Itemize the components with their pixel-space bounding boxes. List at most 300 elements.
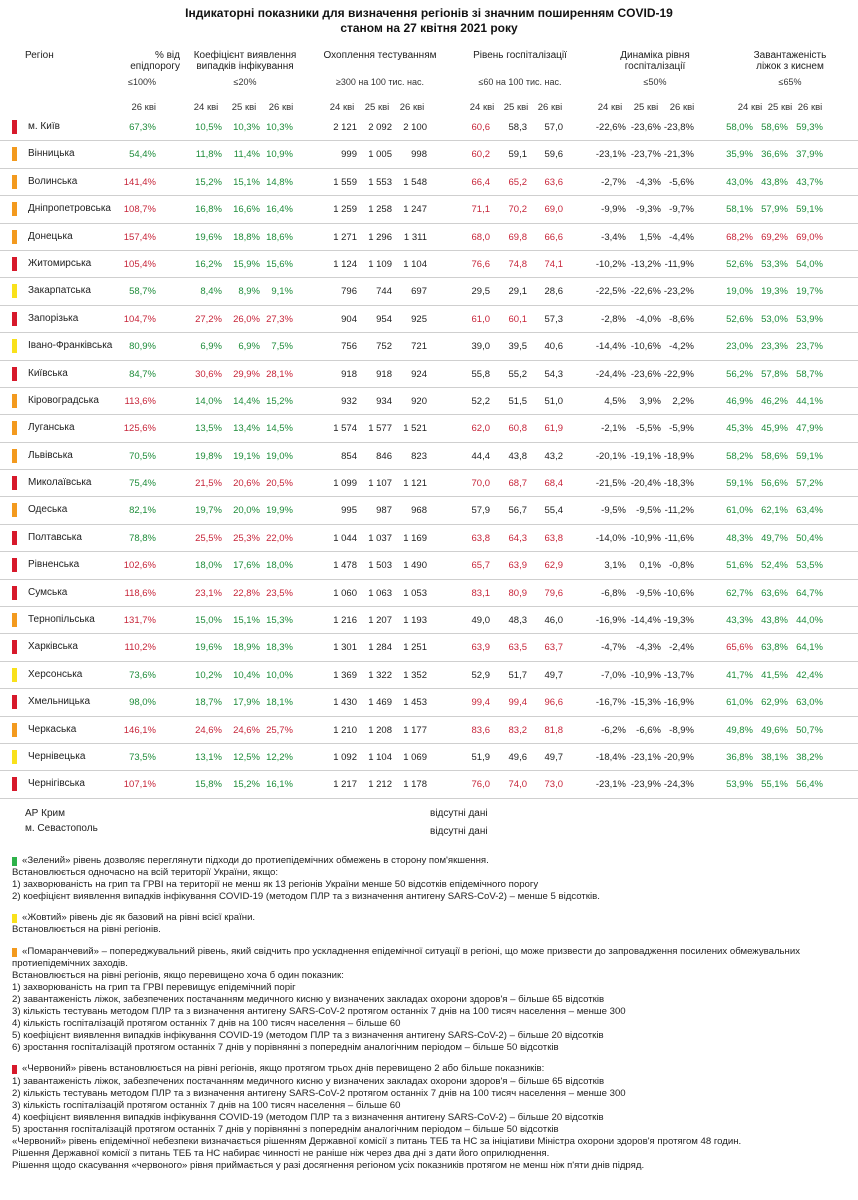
epi-value: 80,9% <box>129 341 156 353</box>
dynamics-value: -23,9% <box>630 779 661 791</box>
hospitalization-value: 65,2 <box>508 176 527 188</box>
region-name: Полтавська <box>28 531 82 543</box>
dynamics-value: -6,8% <box>601 587 626 599</box>
dynamics-value: -19,1% <box>630 450 661 462</box>
testing-value: 2 100 <box>403 122 427 133</box>
testing-value: 1 559 <box>333 176 357 188</box>
hospitalization-value: 65,7 <box>471 560 490 572</box>
testing-value: 846 <box>376 450 392 462</box>
detection-value: 13,5% <box>195 423 222 435</box>
detection-value: 23,1% <box>195 587 222 599</box>
beds-value: 48,3% <box>726 532 753 544</box>
region-name: Рівненська <box>28 559 80 571</box>
table-row <box>0 689 858 716</box>
beds-value: 62,9% <box>761 697 788 709</box>
testing-value: 1 311 <box>403 231 427 243</box>
header-testing: Охоплення тестуванням <box>323 50 437 61</box>
detection-value: 17,6% <box>233 560 260 572</box>
beds-value: 43,8% <box>761 615 788 627</box>
dynamics-value: -8,9% <box>669 724 694 736</box>
beds-value: 57,8% <box>761 368 788 380</box>
beds-value: 64,7% <box>796 587 823 599</box>
beds-value: 58,2% <box>726 450 753 462</box>
table-row <box>0 552 858 579</box>
header-detection: Коефіцієнт виявлення випадків інфікування <box>193 50 297 72</box>
hospitalization-value: 74,0 <box>508 779 527 791</box>
detection-value: 20,5% <box>266 478 293 490</box>
detection-value: 15,8% <box>195 779 222 791</box>
beds-value: 37,9% <box>796 149 823 161</box>
level-flag-red <box>12 558 17 572</box>
testing-value: 1 478 <box>333 560 357 572</box>
epi-value: 146,1% <box>123 724 156 736</box>
level-flag-red <box>12 312 17 326</box>
note-line: «Помаранчевий» – попереджувальний рівень, який свідчить про ускладнення епідемічної ситуації в регіоні, що може призвести до запровадження посилених обмежувальних <box>12 946 852 958</box>
date-detection-26: 26 кві <box>268 102 294 113</box>
beds-value: 57,9% <box>761 204 788 216</box>
note-marker-red <box>12 1065 17 1074</box>
testing-value: 1 271 <box>333 231 357 243</box>
note-line: протиепідемічних заходів. <box>12 957 128 969</box>
dynamics-value: -2,7% <box>601 176 626 188</box>
testing-value: 756 <box>341 341 357 353</box>
detection-value: 14,4% <box>233 395 260 407</box>
note-yellow <box>12 912 852 936</box>
hospitalization-value: 74,1 <box>544 258 563 270</box>
dynamics-value: -3,4% <box>601 231 626 243</box>
beds-value: 53,9% <box>796 313 823 325</box>
hospitalization-value: 60,8 <box>508 423 527 435</box>
dynamics-value: -20,4% <box>630 478 661 490</box>
detection-value: 20,0% <box>233 505 260 517</box>
detection-value: 7,5% <box>271 341 293 353</box>
testing-value: 1 177 <box>403 724 427 736</box>
detection-value: 8,9% <box>238 286 260 298</box>
beds-value: 65,6% <box>726 642 753 654</box>
threshold-dynamics: ≤50% <box>643 77 667 87</box>
note-green <box>12 855 852 903</box>
hospitalization-value: 63,9 <box>508 560 527 572</box>
beds-value: 50,7% <box>796 724 823 736</box>
testing-value: 2 121 <box>333 122 357 133</box>
testing-value: 744 <box>376 286 392 298</box>
dynamics-value: -14,4% <box>630 615 661 627</box>
hospitalization-value: 63,8 <box>471 532 490 544</box>
beds-value: 63,8% <box>761 642 788 654</box>
detection-value: 10,9% <box>266 149 293 161</box>
table-row <box>0 196 858 223</box>
dynamics-value: -0,8% <box>669 560 694 572</box>
dynamics-value: -13,7% <box>663 669 694 681</box>
table-row <box>0 141 858 168</box>
hospitalization-value: 71,1 <box>471 204 490 216</box>
region-name: Чернівецька <box>28 750 86 762</box>
testing-value: 1 178 <box>403 779 427 791</box>
legend-notes <box>12 855 852 1181</box>
level-flag-yellow <box>12 750 17 764</box>
detection-value: 24,6% <box>195 724 222 736</box>
hospitalization-value: 66,4 <box>471 176 490 188</box>
date-hosp-25: 25 кві <box>503 102 529 113</box>
note-line: Встановлюється на рівні регіонів. <box>12 924 161 936</box>
hospitalization-value: 58,3 <box>508 122 527 133</box>
detection-value: 16,8% <box>195 204 222 216</box>
detection-value: 11,8% <box>195 149 222 161</box>
testing-value: 1 005 <box>368 149 392 161</box>
epi-value: 70,5% <box>129 450 156 462</box>
epi-value: 118,6% <box>124 587 156 599</box>
epi-value: 104,7% <box>123 313 156 325</box>
hospitalization-value: 51,0 <box>544 395 563 407</box>
date-hosp-24: 24 кві <box>469 102 495 113</box>
hospitalization-value: 81,8 <box>544 724 563 736</box>
dynamics-value: -21,3% <box>663 149 694 161</box>
detection-value: 23,5% <box>266 587 293 599</box>
region-name: Дніпропетровська <box>28 203 111 215</box>
beds-value: 59,1% <box>726 478 753 490</box>
threshold-testing: ≥300 на 100 тис. нас. <box>335 77 425 87</box>
dynamics-value: -22,6% <box>630 286 661 298</box>
note-marker-orange <box>12 948 17 957</box>
hospitalization-value: 51,9 <box>471 751 490 763</box>
hospitalization-value: 63,9 <box>471 642 490 654</box>
dynamics-value: -5,5% <box>636 423 661 435</box>
detection-value: 10,0% <box>266 669 293 681</box>
beds-value: 50,4% <box>796 532 823 544</box>
dynamics-value: -9,5% <box>636 587 661 599</box>
testing-value: 1 212 <box>368 779 392 791</box>
epi-value: 67,3% <box>129 122 156 133</box>
hospitalization-value: 49,6 <box>508 751 527 763</box>
beds-value: 44,0% <box>796 615 823 627</box>
hospitalization-value: 44,4 <box>471 450 490 462</box>
note-line: 5) коефіцієнт виявлення випадків інфікування COVID-19 (методом ПЛР та з визначення антигену SARS-CoV-2) – більше 20 відсотків <box>12 1030 604 1042</box>
note-line: 2) завантаженість ліжок, забезпечених постачанням медичного кисню у визначених закладах охорони здоров'я – більше 65 відсотків <box>12 993 605 1005</box>
hospitalization-value: 69,8 <box>508 231 527 243</box>
hospitalization-value: 99,4 <box>508 697 527 709</box>
region-name: Вінницька <box>28 148 75 160</box>
epi-value: 58,7% <box>129 286 156 298</box>
hospitalization-value: 70,2 <box>508 204 527 216</box>
beds-value: 38,2% <box>796 751 823 763</box>
testing-value: 987 <box>376 505 392 517</box>
beds-value: 54,0% <box>796 258 823 270</box>
level-flag-red <box>12 586 17 600</box>
testing-value: 697 <box>411 286 427 298</box>
region-name: Житомирська <box>28 257 92 269</box>
table-row <box>0 251 858 278</box>
detection-value: 20,6% <box>233 478 260 490</box>
hospitalization-value: 51,7 <box>508 669 527 681</box>
beds-value: 63,0% <box>796 697 823 709</box>
epi-value: 141,4% <box>123 176 156 188</box>
beds-value: 23,0% <box>726 341 753 353</box>
testing-value: 1 521 <box>403 423 427 435</box>
detection-value: 18,9% <box>233 642 260 654</box>
testing-value: 925 <box>411 313 427 325</box>
beds-value: 52,6% <box>726 313 753 325</box>
beds-value: 49,8% <box>726 724 753 736</box>
beds-value: 23,7% <box>796 341 823 353</box>
header-hospitalization: Рівень госпіталізації <box>473 50 567 61</box>
date-dyn-26: 26 кві <box>669 102 695 113</box>
testing-value: 998 <box>411 149 427 161</box>
dynamics-value: -9,5% <box>636 505 661 517</box>
dynamics-value: 0,1% <box>639 560 661 572</box>
date-detection-24: 24 кві <box>193 102 219 113</box>
threshold-beds: ≤65% <box>778 77 802 87</box>
no-data-crimea: відсутні дані <box>430 808 488 819</box>
beds-value: 43,0% <box>726 176 753 188</box>
dynamics-value: -5,6% <box>669 176 694 188</box>
testing-value: 721 <box>411 341 427 353</box>
testing-value: 1 574 <box>333 423 357 435</box>
dynamics-value: 2,2% <box>672 395 694 407</box>
testing-value: 1 208 <box>368 724 392 736</box>
hospitalization-value: 76,0 <box>471 779 490 791</box>
level-flag-red <box>12 476 17 490</box>
dynamics-value: -24,3% <box>663 779 694 791</box>
detection-value: 13,1% <box>195 751 222 763</box>
hospitalization-value: 43,2 <box>544 450 563 462</box>
detection-value: 19,6% <box>195 231 222 243</box>
beds-value: 58,0% <box>726 122 753 133</box>
testing-value: 1 430 <box>333 697 357 709</box>
hospitalization-value: 68,4 <box>544 478 563 490</box>
detection-value: 10,2% <box>195 669 222 681</box>
threshold-detection: ≤20% <box>233 77 257 87</box>
beds-value: 44,1% <box>796 395 823 407</box>
table-row <box>0 415 858 442</box>
dynamics-value: -2,8% <box>601 313 626 325</box>
detection-value: 24,6% <box>233 724 260 736</box>
detection-value: 25,3% <box>233 532 260 544</box>
dynamics-value: -5,9% <box>669 423 694 435</box>
hospitalization-value: 63,7 <box>544 642 563 654</box>
hospitalization-value: 56,7 <box>508 505 527 517</box>
testing-value: 1 296 <box>368 231 392 243</box>
epi-value: 78,8% <box>129 532 156 544</box>
epi-value: 125,6% <box>123 423 156 435</box>
epi-value: 75,4% <box>129 478 156 490</box>
beds-value: 61,0% <box>726 697 753 709</box>
hospitalization-value: 39,0 <box>471 341 490 353</box>
testing-value: 1 109 <box>368 258 392 270</box>
date-dyn-24: 24 кві <box>597 102 623 113</box>
beds-value: 51,6% <box>726 560 753 572</box>
level-flag-red <box>12 640 17 654</box>
beds-value: 35,9% <box>726 149 753 161</box>
testing-value: 1 284 <box>368 642 392 654</box>
beds-value: 62,7% <box>726 587 753 599</box>
hospitalization-value: 61,9 <box>544 423 563 435</box>
hospitalization-value: 40,6 <box>544 341 563 353</box>
dynamics-value: -23,1% <box>630 751 661 763</box>
hospitalization-value: 48,3 <box>508 615 527 627</box>
hospitalization-value: 52,9 <box>471 669 490 681</box>
beds-value: 23,3% <box>761 341 788 353</box>
note-line: 2) коефіцієнт виявлення випадків інфікування COVID-19 (методом ПЛР та з визначення антигену SARS-CoV-2) – менше 5 відсотків. <box>12 891 600 903</box>
dynamics-value: -2,4% <box>669 642 694 654</box>
region-name: Тернопільська <box>28 614 95 626</box>
region-name: м. Київ <box>28 121 60 132</box>
hospitalization-value: 49,7 <box>544 751 563 763</box>
epi-value: 54,4% <box>129 149 156 161</box>
note-line: 1) захворюваність на грип та ГРВІ на території не менш як 13 регіонів України менше 50 відсотків епідемічного порогу <box>12 879 539 891</box>
dynamics-value: -23,1% <box>595 149 626 161</box>
hospitalization-value: 61,0 <box>471 313 490 325</box>
hospitalization-value: 63,5 <box>508 642 527 654</box>
date-hosp-26: 26 кві <box>537 102 563 113</box>
testing-value: 796 <box>341 286 357 298</box>
dynamics-value: -13,2% <box>630 258 661 270</box>
dynamics-value: -20,9% <box>663 751 694 763</box>
detection-value: 18,7% <box>195 697 222 709</box>
level-flag-orange <box>12 147 17 161</box>
note-line: 3) кількість госпіталізацій протягом останніх 7 днів на 100 тисяч населення – більше 60 <box>12 1099 401 1111</box>
dynamics-value: -9,7% <box>669 204 694 216</box>
hospitalization-value: 57,0 <box>544 122 563 133</box>
hospitalization-value: 79,6 <box>544 587 563 599</box>
date-testing-24: 24 кві <box>329 102 355 113</box>
region-name: Волинська <box>28 175 78 187</box>
detection-value: 10,3% <box>266 122 293 133</box>
note-line: 2) кількість тестувань методом ПЛР та з визначення антигену SARS-CoV-2 протягом останніх 7 днів на 100 тисяч населення – менше 300 <box>12 1087 626 1099</box>
testing-value: 2 092 <box>368 122 392 133</box>
epi-value: 157,4% <box>123 231 156 243</box>
detection-value: 27,2% <box>195 313 222 325</box>
testing-value: 1 259 <box>333 204 357 216</box>
dynamics-value: -11,6% <box>664 532 694 544</box>
detection-value: 27,3% <box>266 313 293 325</box>
beds-value: 43,8% <box>761 176 788 188</box>
note-line: Встановлюється одночасно на всій території України, якщо: <box>12 867 278 879</box>
epi-value: 107,1% <box>123 779 156 791</box>
note-orange <box>12 946 852 1055</box>
header-dynamics: Динаміка рівня госпіталізації <box>620 50 690 72</box>
detection-value: 15,9% <box>233 258 260 270</box>
testing-value: 823 <box>411 450 427 462</box>
detection-value: 16,2% <box>195 258 222 270</box>
detection-value: 30,6% <box>195 368 222 380</box>
table-row <box>0 361 858 388</box>
region-name: Хмельницька <box>28 696 91 708</box>
hospitalization-value: 28,6 <box>544 286 563 298</box>
hospitalization-value: 96,6 <box>544 697 563 709</box>
dynamics-value: -11,2% <box>664 505 694 517</box>
detection-value: 16,1% <box>266 779 293 791</box>
beds-value: 49,7% <box>761 532 788 544</box>
beds-value: 58,1% <box>726 204 753 216</box>
beds-value: 63,6% <box>761 587 788 599</box>
testing-value: 968 <box>411 505 427 517</box>
beds-value: 69,2% <box>761 231 788 243</box>
level-flag-red <box>12 531 17 545</box>
note-line: 3) кількість тестувань методом ПЛР та з визначення антигену SARS-CoV-2 протягом останніх 7 днів на 100 тисяч населення – менше 300 <box>12 1006 626 1018</box>
table-row <box>0 634 858 661</box>
detection-value: 11,4% <box>233 149 260 161</box>
dynamics-value: -14,4% <box>595 341 626 353</box>
hospitalization-value: 63,8 <box>544 532 563 544</box>
dynamics-value: 4,5% <box>604 395 626 407</box>
beds-value: 52,6% <box>726 258 753 270</box>
hospitalization-value: 59,6 <box>544 149 563 161</box>
detection-value: 25,5% <box>195 532 222 544</box>
hospitalization-value: 55,8 <box>471 368 490 380</box>
beds-value: 53,0% <box>761 313 788 325</box>
dynamics-value: -16,7% <box>595 697 626 709</box>
hospitalization-value: 29,1 <box>508 286 527 298</box>
hospitalization-value: 62,9 <box>544 560 563 572</box>
beds-value: 53,3% <box>761 258 788 270</box>
note-line: Рішення Державної комісії з питань ТЕБ та НС набирає чинності не раніше ніж через два дні з дати його оприлюднення. <box>12 1148 550 1160</box>
beds-value: 58,6% <box>761 122 788 133</box>
testing-value: 954 <box>376 313 392 325</box>
epi-value: 84,7% <box>129 368 156 380</box>
epi-value: 108,7% <box>123 204 156 216</box>
testing-value: 1 322 <box>368 669 392 681</box>
testing-value: 1 193 <box>403 615 427 627</box>
hospitalization-value: 68,7 <box>508 478 527 490</box>
detection-value: 19,9% <box>266 505 293 517</box>
dynamics-value: -21,5% <box>595 478 626 490</box>
page-title: Індикаторні показники для визначення регіонів зі значним поширенням COVID-19 станом на 27 квітня 2021 року <box>185 6 673 35</box>
dynamics-value: -4,2% <box>669 341 694 353</box>
dynamics-value: -9,9% <box>601 204 626 216</box>
table-row <box>0 278 858 305</box>
beds-value: 53,9% <box>726 779 753 791</box>
beds-value: 49,6% <box>761 724 788 736</box>
table-row <box>0 443 858 470</box>
hospitalization-value: 66,6 <box>544 231 563 243</box>
testing-value: 1 216 <box>333 615 357 627</box>
table-row <box>0 169 858 196</box>
detection-value: 14,5% <box>266 423 293 435</box>
beds-value: 47,9% <box>796 423 823 435</box>
dynamics-value: -4,4% <box>669 231 694 243</box>
region-name: Чернігівська <box>28 778 85 790</box>
detection-value: 14,8% <box>266 176 293 188</box>
beds-value: 55,1% <box>761 779 788 791</box>
level-flag-yellow <box>12 668 17 682</box>
dynamics-value: -8,6% <box>669 313 694 325</box>
indicator-table <box>0 114 858 799</box>
beds-value: 69,0% <box>796 231 823 243</box>
beds-value: 52,4% <box>761 560 788 572</box>
testing-value: 1 490 <box>403 560 427 572</box>
detection-value: 14,0% <box>195 395 222 407</box>
testing-value: 1 301 <box>333 642 357 654</box>
note-line: «Червоний» рівень епідемічної небезпеки визначається рішенням Державної комісії з питань ТЕБ та НС за ініціативи Міністра охорони здоров'я протягом 48 годин. <box>12 1135 742 1147</box>
dynamics-value: -16,9% <box>663 697 694 709</box>
detection-value: 18,1% <box>266 697 293 709</box>
epi-value: 110,2% <box>124 642 156 654</box>
dynamics-value: -23,6% <box>630 368 661 380</box>
testing-value: 752 <box>376 341 392 353</box>
dynamics-value: -10,6% <box>663 587 694 599</box>
note-marker-green <box>12 857 17 866</box>
region-name: Одеська <box>28 504 68 516</box>
dynamics-value: -18,4% <box>595 751 626 763</box>
dynamics-value: -18,3% <box>663 478 694 490</box>
testing-value: 1 124 <box>333 258 357 270</box>
testing-value: 934 <box>376 395 392 407</box>
detection-value: 10,3% <box>233 122 260 133</box>
hospitalization-value: 69,0 <box>544 204 563 216</box>
beds-value: 53,5% <box>796 560 823 572</box>
dynamics-value: -6,2% <box>601 724 626 736</box>
hospitalization-value: 62,0 <box>471 423 490 435</box>
